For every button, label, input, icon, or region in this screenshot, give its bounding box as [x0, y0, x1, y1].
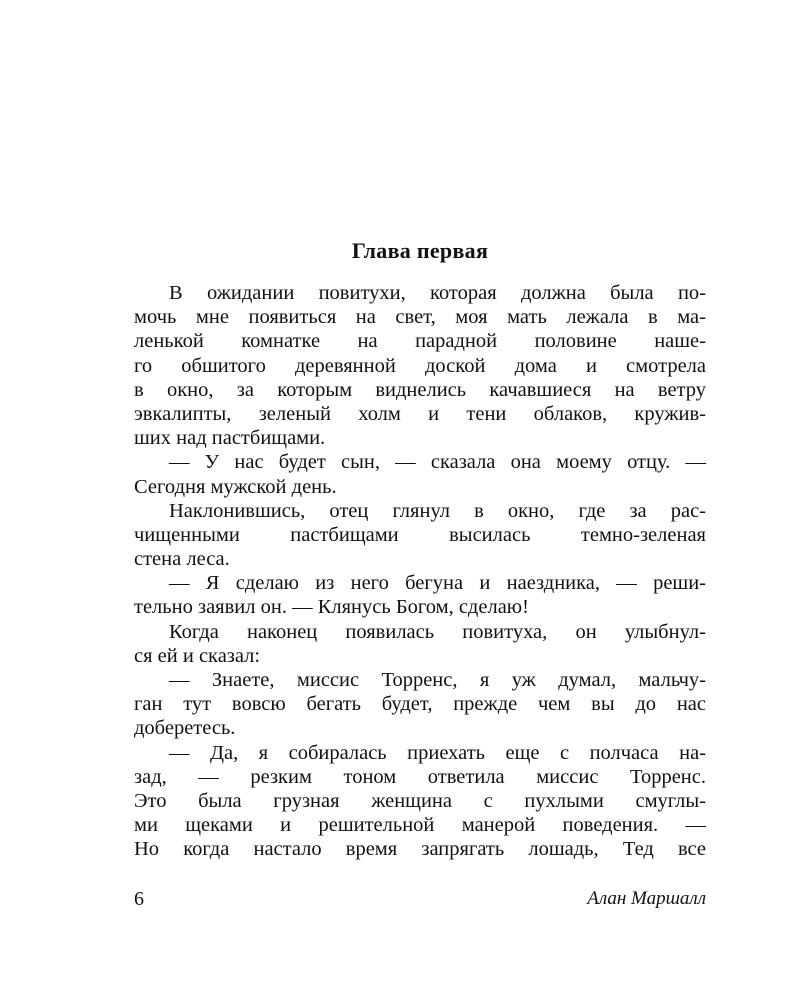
text-line: Сегодня мужской день.: [134, 475, 337, 498]
text-line: мочь мне появиться на свет, моя мать лежала в ма-: [134, 306, 706, 329]
text-line: — Знаете, миссис Торренс, я уж думал, мальчу-: [169, 669, 706, 691]
text-line: го обшитого деревянной доской дома и смотрела: [134, 354, 706, 377]
page-number: 6: [134, 888, 144, 910]
text-line: Когда наконец появилась повитуха, он улыбнул-: [169, 620, 706, 643]
chapter-title: Глава первая: [351, 238, 489, 263]
text-line: эвкалипты, зеленый холм и тени облаков, кружив-: [134, 402, 706, 425]
text-line: ших над пастбищами.: [134, 427, 326, 450]
text-line: ленькой комнатке на парадной половине наше-: [134, 330, 706, 353]
text-line: ся ей и сказал:: [134, 644, 261, 667]
text-line: стена леса.: [134, 548, 230, 571]
text-line: Но когда настало время запрягать лошадь, Тед все: [134, 838, 706, 861]
text-line: тельно заявил он. — Клянусь Богом, сделаю!: [134, 596, 529, 619]
text-line: чищенными пастбищами высилась темно-зеленая: [134, 523, 706, 546]
text-line: — У нас будет сын, — сказала она моему отцу. —: [169, 451, 706, 474]
chapter-body: [134, 281, 706, 862]
running-footer-author: Алан Маршалл: [587, 888, 706, 909]
text-line: ган тут вовсю бегать будет, прежде чем вы до нас: [134, 693, 706, 716]
text-line: доберетесь.: [134, 717, 236, 740]
text-line: В ожидании повитухи, которая должна была по-: [169, 282, 706, 304]
text-line: ми щеками и решительной манерой поведения. —: [134, 814, 706, 837]
text-line: Это была грузная женщина с пухлыми смуглы-: [134, 789, 706, 812]
text-line: — Да, я собиралась приехать еще с полчаса на-: [169, 741, 706, 764]
text-line: — Я сделаю из него бегуна и наездника, — реши-: [169, 572, 706, 595]
text-line: в окно, за которым виднелись качавшиеся на ветру: [134, 378, 706, 401]
text-line: зад, — резким тоном ответила миссис Торренс.: [134, 765, 706, 788]
text-line: Наклонившись, отец глянул в окно, где за рас-: [169, 499, 706, 522]
